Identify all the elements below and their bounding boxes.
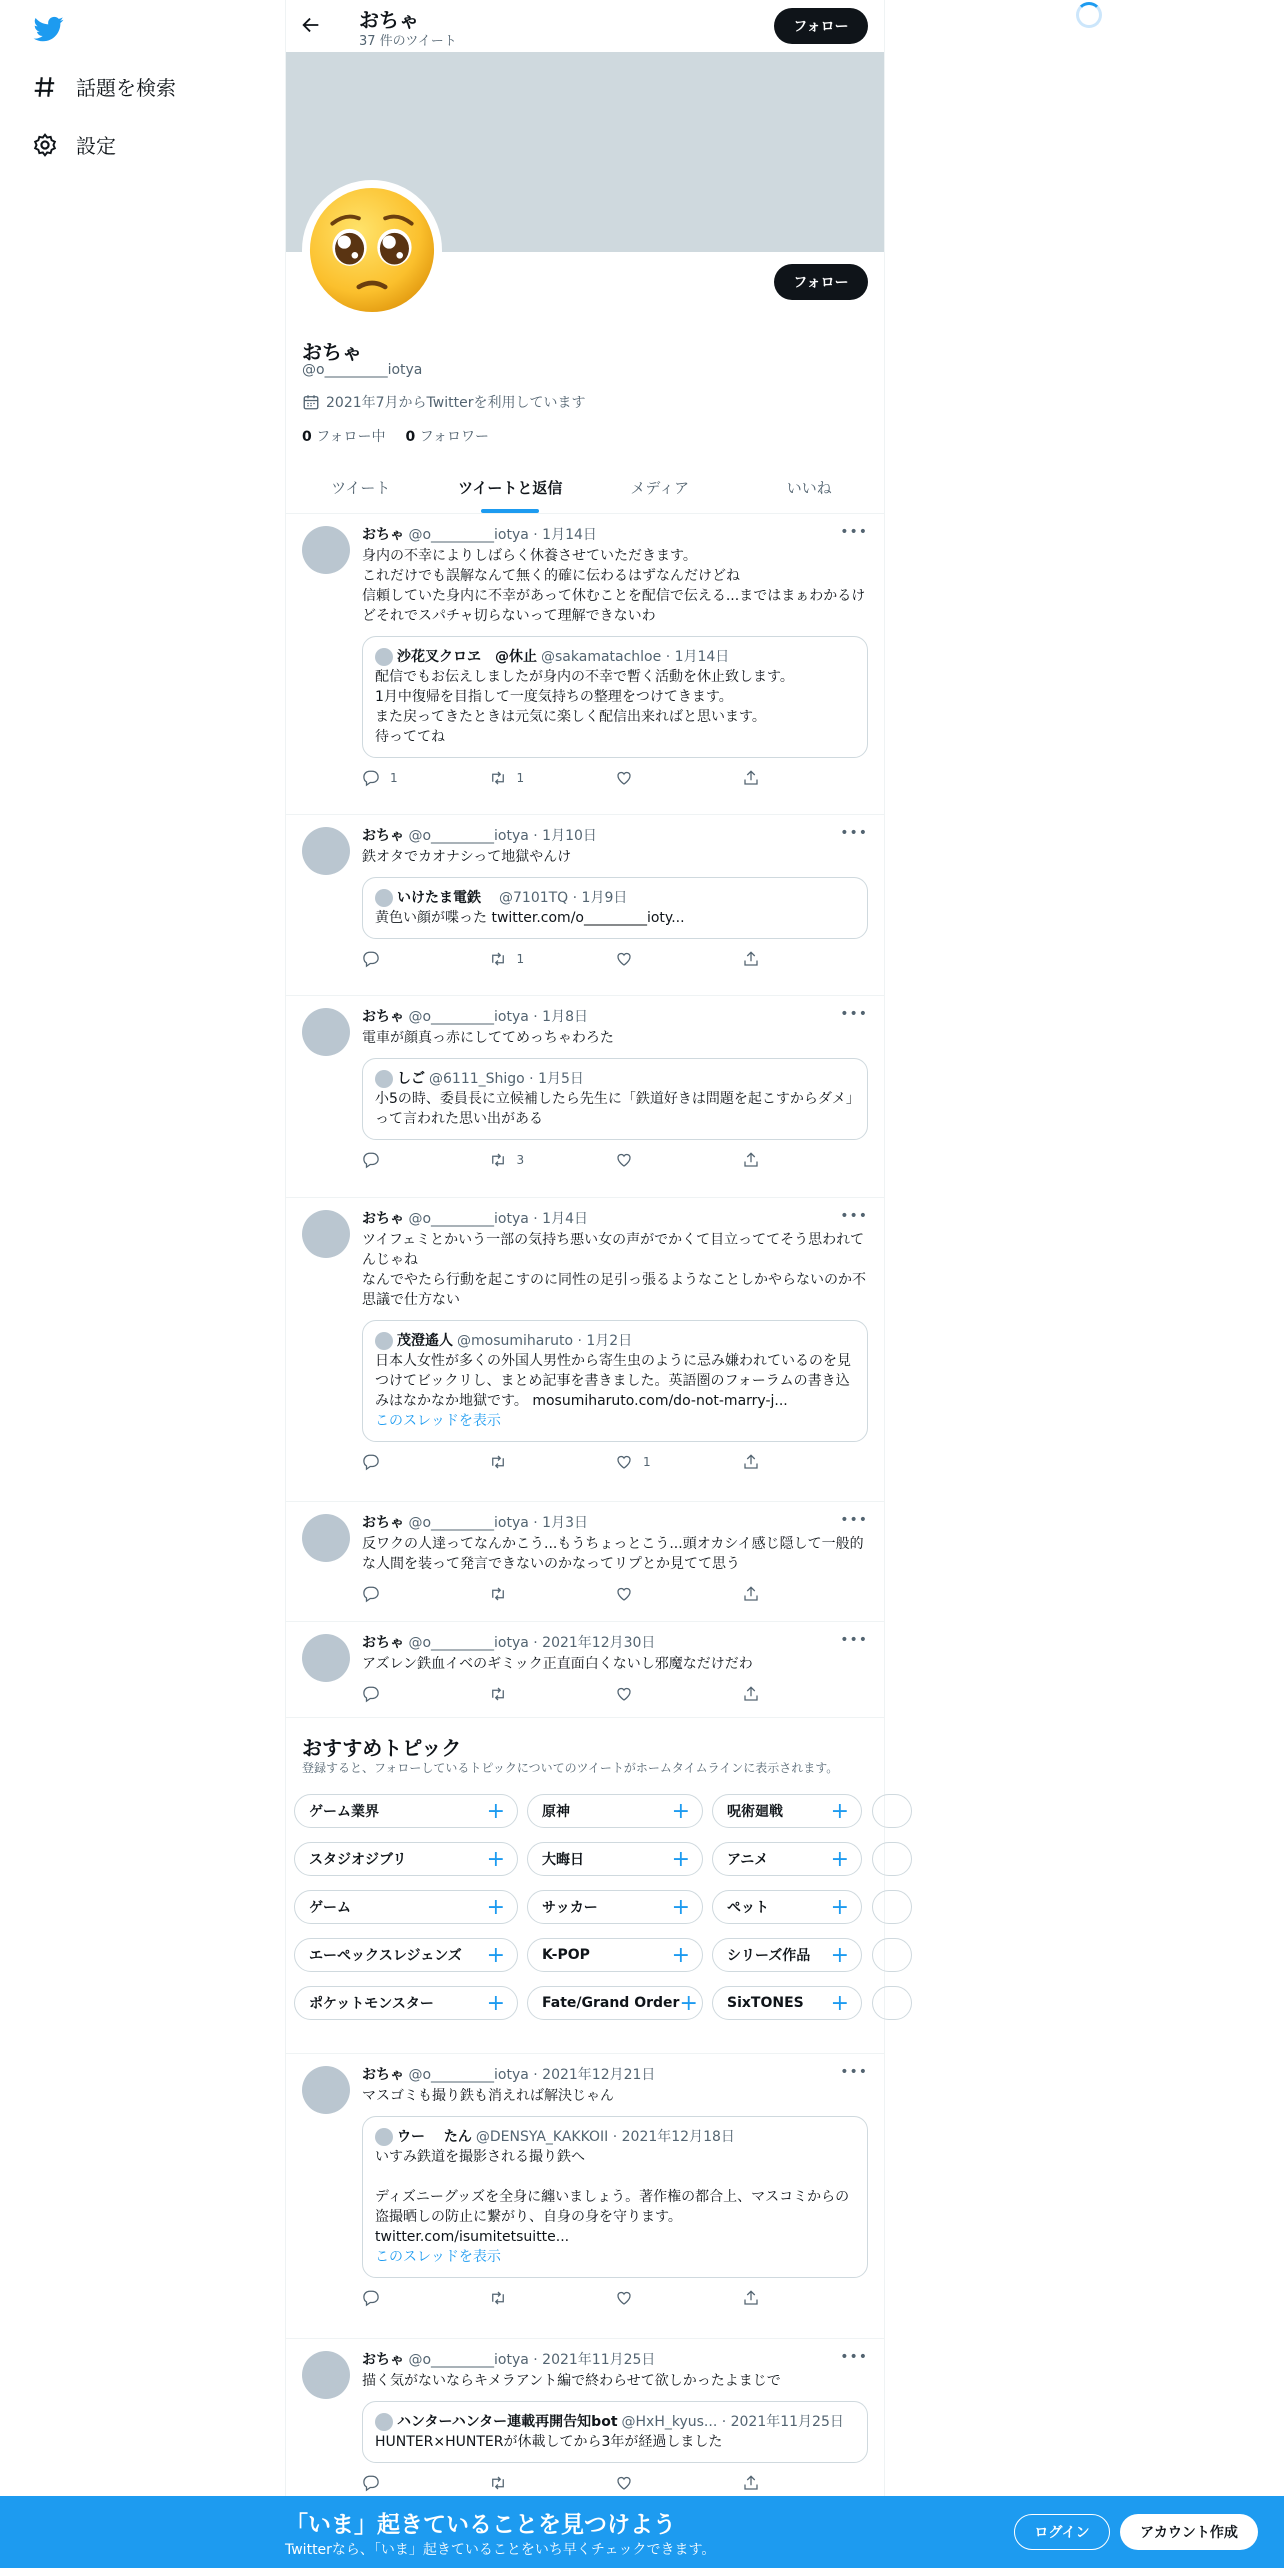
tweet-avatar[interactable] xyxy=(302,827,350,875)
tweet-author-name[interactable]: おちゃ xyxy=(362,1009,404,1025)
topic-chip[interactable] xyxy=(527,1938,703,1972)
tweet-item[interactable] xyxy=(286,1502,884,1622)
tweet-actions xyxy=(362,1150,868,1170)
plus-icon: + xyxy=(830,1798,849,1824)
more-options-icon[interactable]: ••• xyxy=(840,1208,868,1224)
tweet-author-name[interactable]: おちゃ xyxy=(362,1515,404,1531)
share-button[interactable] xyxy=(742,1585,869,1603)
retweet-icon xyxy=(489,2474,507,2492)
left-sidebar xyxy=(0,0,285,2568)
reply-icon xyxy=(362,1685,380,1703)
tweet-actions xyxy=(362,949,868,969)
quoted-tweet-meta: @7101TQ · 1月9日 xyxy=(485,890,628,906)
followers-count[interactable]: 0 フォロワー xyxy=(405,429,489,445)
profile-follow-button[interactable]: フォロー xyxy=(774,264,868,300)
topic-chip-label: アニメ xyxy=(727,1852,769,1868)
quoted-author-name: いけたま電鉄 xyxy=(397,890,481,906)
retweet-icon xyxy=(489,2289,507,2307)
signup-banner xyxy=(0,2496,1284,2568)
plus-icon: + xyxy=(486,1990,505,2016)
share-icon xyxy=(742,1585,760,1603)
main-column xyxy=(285,0,885,2568)
plus-icon: + xyxy=(671,1846,690,1872)
nav-explore[interactable] xyxy=(32,72,176,101)
like-button[interactable] xyxy=(615,1453,742,1471)
retweet-button[interactable] xyxy=(489,950,616,968)
retweet-icon xyxy=(489,1453,507,1471)
topic-chip-partial[interactable] xyxy=(872,1986,912,2020)
more-options-icon[interactable]: ••• xyxy=(840,825,868,841)
retweet-count: 1 xyxy=(516,952,525,966)
quoted-tweet[interactable] xyxy=(362,2116,868,2278)
reply-icon xyxy=(362,1585,380,1603)
show-thread-link[interactable]: このスレッドを表示 xyxy=(375,1413,501,1429)
show-thread-link[interactable]: このスレッドを表示 xyxy=(375,2249,501,2265)
topic-chip-label: K-POP xyxy=(542,1947,590,1963)
topic-chip-label: エーペックスレジェンズ xyxy=(309,1948,462,1964)
retweet-button[interactable] xyxy=(489,2474,616,2492)
quoted-author-avatar xyxy=(375,889,393,907)
quoted-tweet-meta: @DENSYA_KAKKOII · 2021年12月18日 xyxy=(475,2129,735,2145)
tweet-item[interactable] xyxy=(286,2054,884,2339)
topic-chip-label: ゲーム xyxy=(309,1900,351,1916)
tweet-avatar[interactable] xyxy=(302,1008,350,1056)
topic-chip[interactable] xyxy=(712,1938,862,1972)
tweet-meta[interactable]: @o_________iotya · 1月8日 xyxy=(408,1009,588,1025)
topic-chip-label: ペット xyxy=(727,1900,769,1916)
quoted-tweet-header xyxy=(375,1331,855,1351)
plus-icon: + xyxy=(486,1894,505,1920)
share-icon xyxy=(742,1151,760,1169)
tweet-body xyxy=(362,1006,868,1170)
tweet-item[interactable] xyxy=(286,514,884,815)
share-button[interactable] xyxy=(742,769,869,787)
like-button[interactable] xyxy=(615,1151,742,1169)
share-icon xyxy=(742,2474,760,2492)
calendar-icon xyxy=(302,393,320,411)
retweet-icon xyxy=(489,1685,507,1703)
twitter-logo-icon[interactable] xyxy=(32,14,66,44)
back-arrow-icon[interactable] xyxy=(300,14,322,36)
topic-chip[interactable] xyxy=(294,1842,518,1876)
retweet-button[interactable] xyxy=(489,1151,616,1169)
retweet-button[interactable] xyxy=(489,1453,616,1471)
tweet-header xyxy=(362,1512,868,1532)
retweet-button[interactable] xyxy=(489,1685,616,1703)
reply-button[interactable] xyxy=(362,2289,489,2307)
tweet-avatar[interactable] xyxy=(302,1634,350,1682)
tweet-text: 身内の不幸によりしばらく休養させていただきます。 これだけでも誤解なんて無く的確に伝わるはずなんだけどね 信頼していた身内に不幸があって休むことを配信で伝える...まではまぁわかるけどそれでスパチャ切らないって理解できないわ xyxy=(362,548,866,624)
tweet-header xyxy=(362,2064,868,2084)
more-options-icon[interactable]: ••• xyxy=(840,2064,868,2080)
tweet-text: 電車が顔真っ赤にしててめっちゃわろた xyxy=(362,1030,614,1046)
tweet-meta[interactable]: @o_________iotya · 2021年12月21日 xyxy=(408,2067,656,2083)
tweet-header xyxy=(362,1632,868,1652)
quoted-tweet-header xyxy=(375,2127,855,2147)
topic-chip-label: SixTONES xyxy=(727,1995,804,2011)
quoted-tweet-header xyxy=(375,647,855,667)
topic-chip-label: シリーズ作品 xyxy=(727,1948,811,1964)
tweet-author-name[interactable]: おちゃ xyxy=(362,1635,404,1651)
topic-chip[interactable] xyxy=(527,1890,703,1924)
quoted-author-avatar xyxy=(375,648,393,666)
topic-chip-label: スタジオジブリ xyxy=(309,1852,407,1868)
heart-icon xyxy=(615,1453,633,1471)
plus-icon: + xyxy=(671,1798,690,1824)
like-button[interactable] xyxy=(615,769,742,787)
heart-icon xyxy=(615,2474,633,2492)
tweet-actions xyxy=(362,1684,868,1704)
quoted-tweet-meta: @sakamatachloe · 1月14日 xyxy=(541,649,730,665)
heart-icon xyxy=(615,769,633,787)
quoted-author-name: しご xyxy=(397,1071,425,1087)
reply-icon xyxy=(362,1453,380,1471)
reply-button[interactable] xyxy=(362,1151,489,1169)
plus-icon: + xyxy=(679,1990,698,2016)
retweet-icon xyxy=(489,950,507,968)
tweet-actions xyxy=(362,1584,868,1604)
reply-button[interactable] xyxy=(362,950,489,968)
signup-button[interactable]: アカウント作成 xyxy=(1120,2514,1258,2550)
reply-icon xyxy=(362,950,380,968)
tweet-actions xyxy=(362,2288,868,2308)
topic-chip[interactable] xyxy=(712,1986,862,2020)
tweet-body xyxy=(362,1632,868,1704)
tab-media[interactable]: メディア xyxy=(630,479,690,497)
like-button[interactable] xyxy=(615,2474,742,2492)
quoted-author-name: 沙花叉クロヱ @休止 xyxy=(397,649,537,665)
retweet-button[interactable] xyxy=(489,1585,616,1603)
quoted-tweet[interactable] xyxy=(362,2401,868,2463)
topics-subtitle: 登録すると、フォローしているトピックについてのツイートがホームタイムラインに表示されます。 xyxy=(302,1761,839,1775)
tweet-body xyxy=(362,2349,868,2493)
topic-chip[interactable] xyxy=(294,1938,518,1972)
tweet-text: マスゴミも撮り鉄も消えれば解決じゃん xyxy=(362,2088,614,2104)
share-button[interactable] xyxy=(742,2289,869,2307)
retweet-count: 3 xyxy=(516,1153,525,1167)
quoted-tweet-header xyxy=(375,1069,855,1089)
topic-chip[interactable] xyxy=(712,1890,862,1924)
quoted-tweet-meta: @HxH_kyus... · 2021年11月25日 xyxy=(621,2414,844,2430)
header-title: おちゃ xyxy=(359,8,419,32)
retweet-count: 1 xyxy=(516,771,525,785)
topic-chip[interactable] xyxy=(294,1890,518,1924)
plus-icon: + xyxy=(671,1894,690,1920)
topic-chip-label: 大晦日 xyxy=(542,1852,584,1868)
like-count: 1 xyxy=(643,1455,651,1469)
tweet-text: アズレン鉄血イベのギミック正直面白くないし邪魔なだけだわ xyxy=(362,1656,753,1672)
tweet-header xyxy=(362,524,868,544)
tweet-header xyxy=(362,825,868,845)
topic-chip-label: 原神 xyxy=(542,1804,570,1820)
plus-icon: + xyxy=(486,1846,505,1872)
profile-joined-text: 2021年7月からTwitterを利用しています xyxy=(326,395,586,411)
header-tweet-count: 37 件のツイート xyxy=(359,34,457,49)
recommended-topics xyxy=(286,1718,884,2054)
tweet-actions xyxy=(362,1452,868,1472)
topic-chip[interactable] xyxy=(527,1986,703,2020)
tweet-author-name[interactable]: おちゃ xyxy=(362,2067,404,2083)
quoted-tweet-text: いすみ鉄道を撮影される撮り鉄へ ディズニーグッズを全身に纏いましょう。著作権の都合上、マスコミからの盗撮晒しの防止に繋がり、自身の身を守ります。 twitter.com/isumitetsuitte... xyxy=(375,2149,850,2245)
topic-chip-partial[interactable] xyxy=(872,1938,912,1972)
share-button[interactable] xyxy=(742,1151,869,1169)
tweet-body xyxy=(362,1208,868,1472)
tweet-body xyxy=(362,2064,868,2308)
topic-chip-label: ポケットモンスター xyxy=(309,1996,434,2012)
gear-icon xyxy=(32,132,58,158)
reply-button[interactable] xyxy=(362,2474,489,2492)
heart-icon xyxy=(615,1685,633,1703)
reply-button[interactable] xyxy=(362,1585,489,1603)
tab-tweets-and-replies[interactable]: ツイートと返信 xyxy=(436,462,586,513)
retweet-icon xyxy=(489,1585,507,1603)
reply-icon xyxy=(362,2474,380,2492)
tweet-actions xyxy=(362,768,868,788)
share-button[interactable] xyxy=(742,1685,869,1703)
tweet-meta[interactable]: @o_________iotya · 1月4日 xyxy=(408,1211,588,1227)
quoted-author-avatar xyxy=(375,1332,393,1350)
retweet-button[interactable] xyxy=(489,769,616,787)
tweet-header xyxy=(362,1208,868,1228)
tab-tweets[interactable]: ツイート xyxy=(331,479,391,497)
share-icon xyxy=(742,2289,760,2307)
share-button[interactable] xyxy=(742,950,869,968)
tweet-avatar[interactable] xyxy=(302,2066,350,2114)
quoted-tweet[interactable] xyxy=(362,877,868,939)
retweet-button[interactable] xyxy=(489,2289,616,2307)
tweet-avatar[interactable] xyxy=(302,1210,350,1258)
topic-chip-label: Fate/Grand Order xyxy=(542,1995,680,2011)
tweet-item[interactable] xyxy=(286,2339,884,2519)
quoted-tweet-header xyxy=(375,2412,855,2432)
signup-banner-title: 「いま」起きていることを見つけよう xyxy=(285,2512,676,2538)
topic-chip[interactable] xyxy=(527,1794,703,1828)
profile-avatar[interactable] xyxy=(302,180,442,320)
topic-chip-label: サッカー xyxy=(542,1900,598,1916)
tweet-meta[interactable]: @o_________iotya · 1月3日 xyxy=(408,1515,588,1531)
tweet-text: 鉄オタでカオナシって地獄やんけ xyxy=(362,849,572,865)
share-icon xyxy=(742,769,760,787)
plus-icon: + xyxy=(830,1846,849,1872)
plus-icon: + xyxy=(486,1798,505,1824)
plus-icon: + xyxy=(830,1894,849,1920)
tweet-meta[interactable]: @o_________iotya · 2021年12月30日 xyxy=(408,1635,656,1651)
plus-icon: + xyxy=(486,1942,505,1968)
heart-icon xyxy=(615,2289,633,2307)
tweet-body xyxy=(362,825,868,969)
tab-likes[interactable]: いいね xyxy=(786,479,832,497)
tweet-author-name[interactable]: おちゃ xyxy=(362,2352,404,2368)
more-options-icon[interactable]: ••• xyxy=(840,524,868,540)
signup-banner-subtitle: Twitterなら、「いま」起きていることをいち早くチェックできます。 xyxy=(285,2542,716,2558)
quoted-author-name: ハンターハンター連載再開告知bot xyxy=(397,2414,618,2430)
reply-button[interactable] xyxy=(362,1453,489,1471)
reply-icon xyxy=(362,769,380,787)
tweet-body xyxy=(362,1512,868,1604)
topic-chip[interactable] xyxy=(294,1986,518,2020)
heart-icon xyxy=(615,1585,633,1603)
quoted-tweet-text: 小5の時、委員長に立候補したら先生に「鉄道好きは問題を起こすからダメ」って言われた思い出がある xyxy=(375,1091,853,1127)
more-options-icon[interactable]: ••• xyxy=(840,2349,868,2365)
like-button[interactable] xyxy=(615,950,742,968)
tweet-meta[interactable]: @o_________iotya · 2021年11月25日 xyxy=(408,2352,656,2368)
tweet-meta[interactable]: @o_________iotya · 1月10日 xyxy=(408,828,597,844)
more-options-icon[interactable]: ••• xyxy=(840,1632,868,1648)
like-button[interactable] xyxy=(615,1685,742,1703)
quoted-author-name: ウー たん xyxy=(397,2129,472,2145)
topic-chip[interactable] xyxy=(527,1842,703,1876)
tweet-avatar[interactable] xyxy=(302,526,350,574)
tweet-meta[interactable]: @o_________iotya · 1月14日 xyxy=(408,527,597,543)
quoted-tweet[interactable] xyxy=(362,636,868,758)
like-button[interactable] xyxy=(615,1585,742,1603)
quoted-tweet-text: HUNTER×HUNTERが休載してから3年が経過しました xyxy=(375,2434,723,2450)
quoted-tweet-text: 日本人女性が多くの外国人男性から寄生虫のように忌み嫌われているのを見つけてビックリし、まとめ記事を書きました。英語圏のフォーラムの書き込みはなかなか地獄です。 mosumiharuto.com/do-not-marry-j... xyxy=(375,1353,851,1409)
reply-button[interactable] xyxy=(362,769,489,787)
quoted-tweet-meta: @6111_Shigo · 1月5日 xyxy=(429,1071,584,1087)
quoted-author-name: 茂澄遙人 xyxy=(397,1333,453,1349)
heart-icon xyxy=(615,1151,633,1169)
tweet-header xyxy=(362,1006,868,1026)
quoted-author-avatar xyxy=(375,2128,393,2146)
reply-button[interactable] xyxy=(362,1685,489,1703)
tweet-avatar[interactable] xyxy=(302,1514,350,1562)
reply-icon xyxy=(362,2289,380,2307)
tweet-header xyxy=(362,2349,868,2369)
topics-title: おすすめトピック xyxy=(302,1736,462,1760)
share-icon xyxy=(742,1453,760,1471)
reply-icon xyxy=(362,1151,380,1169)
quoted-tweet-text: 黄色い顔が喋った twitter.com/o_________ioty... xyxy=(375,910,685,926)
plus-icon: + xyxy=(671,1942,690,1968)
profile-header xyxy=(286,0,884,52)
quoted-tweet-header xyxy=(375,888,855,908)
following-count[interactable]: 0 フォロー中 xyxy=(302,429,386,445)
tweet-text: 反ワクの人達ってなんかこう...もうちょっとこう...頭オカシイ感じ隠して一般的な人間を装って発言できないのかなってリプとか見てて思う xyxy=(362,1536,864,1572)
pleading-face-emoji-icon xyxy=(306,184,438,316)
quoted-tweet-text: 配信でもお伝えしましたが身内の不幸で暫く活動を休止致します。 1月中復帰を目指して一度気持ちの整理をつけてきます。 また戻ってきたときは元気に楽しく配信出来ればと思います。 待っててね xyxy=(375,669,794,745)
tweet-author-name[interactable]: おちゃ xyxy=(362,1211,404,1227)
tweet-text: ツイフェミとかいう一部の気持ち悪い女の声がでかくて目立っててそう思われてんじゃね なんでやたら行動を起こすのに同性の足引っ張るようなことしかやらないのか不思議で仕方ない xyxy=(362,1232,866,1308)
quoted-tweet-meta: @mosumiharuto · 1月2日 xyxy=(457,1333,633,1349)
topic-chip-partial[interactable] xyxy=(872,1842,912,1876)
topic-chip-partial[interactable] xyxy=(872,1890,912,1924)
share-icon xyxy=(742,950,760,968)
profile-tabs xyxy=(286,462,884,514)
loading-spinner-icon xyxy=(1076,2,1102,28)
tweet-author-name[interactable]: おちゃ xyxy=(362,527,404,543)
share-button[interactable] xyxy=(742,2474,869,2492)
topic-chip-label: ゲーム業界 xyxy=(309,1804,379,1820)
reply-count: 1 xyxy=(390,771,398,785)
tweet-item[interactable] xyxy=(286,815,884,996)
profile-handle: @o_________iotya xyxy=(302,362,423,378)
share-icon xyxy=(742,1685,760,1703)
like-button[interactable] xyxy=(615,2289,742,2307)
nav-explore-label: 話題を検索 xyxy=(76,76,176,100)
topic-chip[interactable] xyxy=(712,1842,862,1876)
quoted-author-avatar xyxy=(375,1070,393,1088)
topic-chip[interactable] xyxy=(294,1794,518,1828)
heart-icon xyxy=(615,950,633,968)
profile-counts xyxy=(302,426,489,446)
tweet-avatar[interactable] xyxy=(302,2351,350,2399)
hashtag-icon xyxy=(32,74,58,100)
plus-icon: + xyxy=(830,1990,849,2016)
nav-settings-label: 設定 xyxy=(76,134,116,158)
profile-name: おちゃ xyxy=(302,340,362,364)
plus-icon: + xyxy=(830,1942,849,1968)
tweet-item[interactable] xyxy=(286,996,884,1198)
more-options-icon[interactable]: ••• xyxy=(840,1006,868,1022)
header-follow-button[interactable]: フォロー xyxy=(774,8,868,44)
tweet-item[interactable] xyxy=(286,1622,884,1718)
more-options-icon[interactable]: ••• xyxy=(840,1512,868,1528)
tweet-actions xyxy=(362,2473,868,2493)
retweet-icon xyxy=(489,769,507,787)
tweet-text: 描く気がないならキメラアント編で終わらせて欲しかったよまじで xyxy=(362,2373,781,2389)
tweet-author-name[interactable]: おちゃ xyxy=(362,828,404,844)
topic-chip-label: 呪術廻戦 xyxy=(727,1804,783,1820)
tweet-item[interactable] xyxy=(286,1198,884,1502)
share-button[interactable] xyxy=(742,1453,869,1471)
retweet-icon xyxy=(489,1151,507,1169)
login-button[interactable]: ログイン xyxy=(1014,2514,1110,2550)
profile-joined xyxy=(302,392,585,412)
nav-settings[interactable] xyxy=(32,130,116,159)
quoted-author-avatar xyxy=(375,2413,393,2431)
quoted-tweet[interactable] xyxy=(362,1320,868,1442)
topic-chip[interactable] xyxy=(712,1794,862,1828)
quoted-tweet[interactable] xyxy=(362,1058,868,1140)
topic-chip-partial[interactable] xyxy=(872,1794,912,1828)
tweet-body xyxy=(362,524,868,788)
